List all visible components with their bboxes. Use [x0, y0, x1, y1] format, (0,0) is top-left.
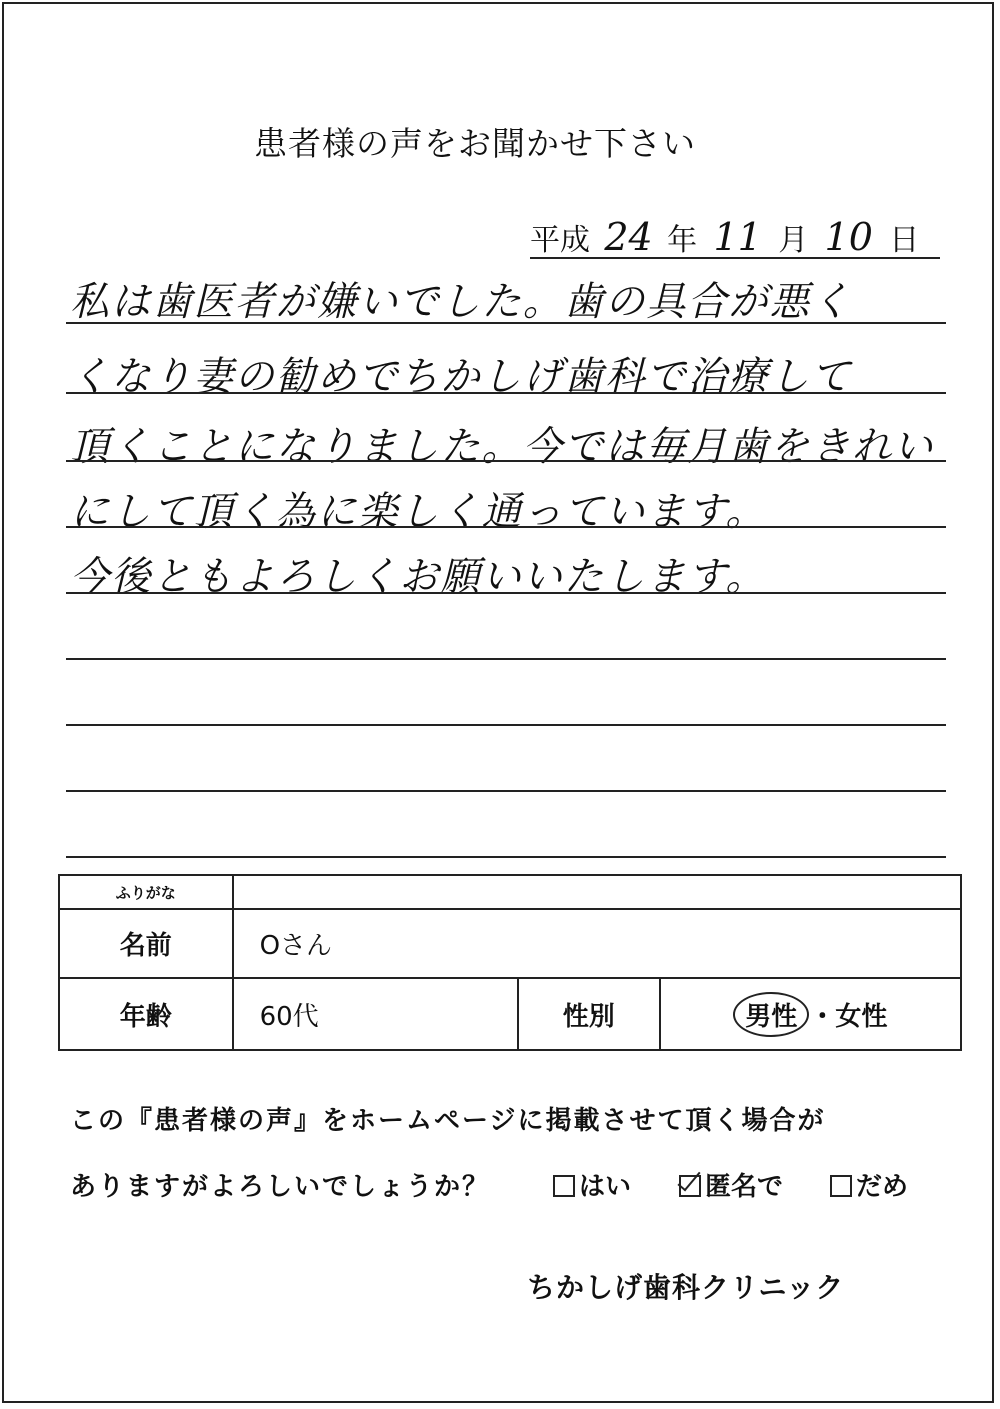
date-day-unit: 日 — [889, 223, 920, 258]
checkbox-yes — [553, 1175, 575, 1197]
ruled-line — [66, 856, 946, 858]
clinic-name: ちかしげ歯科クリニック — [527, 1271, 845, 1304]
ruled-line — [66, 322, 946, 324]
date-line — [530, 215, 940, 259]
ruled-line — [66, 392, 946, 394]
age-label: 年齢 — [59, 978, 233, 1050]
ruled-line — [66, 790, 946, 792]
furigana-label: ふりがな — [59, 875, 233, 909]
ruled-line — [66, 658, 946, 660]
consent-option-anonymous-label: 匿名で — [705, 1172, 784, 1202]
comment-line-1: 私は歯医者が嫌いでした。歯の具合が悪く — [70, 279, 853, 325]
ruled-line — [66, 526, 946, 528]
date-year-unit: 年 — [667, 223, 698, 258]
comment-line-5: 今後ともよろしくお願いいたします。 — [70, 554, 767, 600]
checkbox-no — [830, 1175, 852, 1197]
date-month: 11 — [713, 215, 762, 259]
gender-label: 性別 — [518, 978, 660, 1050]
consent-option-yes — [553, 1166, 631, 1203]
name-label: 名前 — [59, 909, 233, 978]
comment-line-2: くなり妻の勧めでちかしげ歯科で治療して — [70, 354, 853, 400]
consent-option-no — [830, 1166, 908, 1203]
consent-question-line-1: この『患者様の声』をホームページに掲載させて頂く場合が — [70, 1106, 826, 1136]
gender-male-option: 男性 — [733, 992, 809, 1037]
gender-female-option: 女性 — [835, 1001, 888, 1032]
consent-question-line-2: ありますがよろしいでしょうか？ — [70, 1172, 491, 1202]
date-year: 24 — [604, 215, 653, 259]
checkbox-anonymous — [679, 1175, 701, 1197]
ruled-line — [66, 724, 946, 726]
date-month-unit: 月 — [778, 223, 809, 258]
comment-line-3: 頂くことになりました。今では毎月歯をきれい — [70, 424, 935, 470]
consent-option-yes-label: はい — [579, 1172, 632, 1202]
gender-options — [660, 978, 961, 1050]
name-field: Oさん — [233, 909, 961, 978]
patient-info-table — [58, 874, 962, 1051]
ruled-line — [66, 460, 946, 462]
page-title: 患者様の声をお聞かせ下さい — [254, 124, 696, 163]
date-era: 平成 — [530, 223, 590, 258]
date-day: 10 — [824, 215, 873, 259]
age-field: 60代 — [233, 978, 518, 1050]
ruled-line — [66, 592, 946, 594]
consent-option-anonymous — [679, 1166, 783, 1203]
gender-separator: ・ — [809, 1001, 836, 1032]
consent-option-no-label: だめ — [856, 1172, 909, 1202]
comment-line-4: にして頂く為に楽しく通っています。 — [70, 489, 767, 535]
furigana-field — [233, 875, 961, 909]
